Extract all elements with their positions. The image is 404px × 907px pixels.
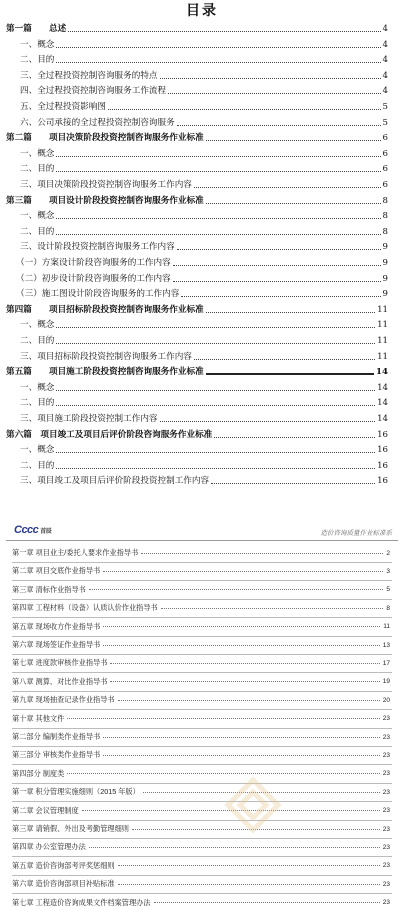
guide-entry-label: 第六章 造价咨询部项目补贴标准	[12, 879, 115, 889]
toc-title: 目录	[186, 3, 218, 19]
guide-entry[interactable]	[12, 691, 392, 710]
guide-entry[interactable]	[12, 894, 392, 907]
guide-entry-label: 第二章 项目交底作业指导书	[12, 566, 101, 576]
guide-entry-label: 第七章 工程造价咨询成果文件档案管理办法	[12, 897, 151, 907]
toc-entry-label: 一、概念	[20, 382, 55, 393]
guide-entry-label: 第二章 会议管理制度	[12, 805, 79, 815]
toc-entry-page: 9	[382, 289, 388, 300]
guide-entry-page: 23	[382, 843, 390, 851]
toc-section-entry[interactable]	[0, 176, 404, 190]
toc-section-entry[interactable]	[0, 472, 404, 486]
toc-entry-label: 第六篇 项目竣工及项目后评价阶段咨询服务作业标准	[6, 429, 213, 440]
leader-dots	[118, 884, 380, 885]
toc-chapter-entry[interactable]	[0, 426, 404, 440]
guide-entry-label: 第四章 工程材料（设备）认质认价作业指导书	[12, 603, 158, 613]
leader-dots	[160, 78, 381, 79]
leader-dots	[56, 62, 380, 63]
leader-dots	[56, 343, 375, 344]
toc-entry-page: 8	[382, 195, 388, 206]
toc-section-entry[interactable]	[0, 160, 404, 174]
guide-entry[interactable]	[12, 728, 392, 747]
toc-section-entry[interactable]	[0, 441, 404, 455]
guide-entry[interactable]	[12, 765, 392, 784]
toc-entry-label: 第一篇 总述	[6, 24, 67, 34]
leader-dots	[118, 700, 380, 701]
toc-entry-label: （二）初步设计阶段咨询服务的工作内容	[16, 273, 171, 284]
leader-dots	[56, 47, 380, 48]
leader-dots	[206, 312, 375, 313]
toc-entry-page: 16	[377, 476, 388, 487]
leader-dots	[56, 234, 380, 235]
leader-dots	[103, 626, 380, 627]
guide-entry-page: 20	[382, 696, 390, 704]
leader-dots	[118, 865, 380, 866]
guide-entry-page: 19	[382, 678, 390, 686]
guide-entry-page: 23	[382, 751, 390, 759]
guide-entry-label: 第九章 现场抽查记录作业指导书	[12, 695, 115, 705]
leader-dots	[194, 359, 375, 360]
toc-section-entry[interactable]	[0, 379, 404, 393]
guide-entry-page: 23	[382, 880, 390, 888]
toc-entry-label: 三、项目施工阶段投资控制工作内容	[20, 414, 158, 424]
toc-entry-label: 二、目的	[20, 398, 55, 409]
toc-section-entry[interactable]	[0, 114, 404, 128]
toc-section-entry[interactable]	[0, 254, 404, 268]
toc-entry-label: 一、概念	[20, 445, 55, 456]
leader-dots	[177, 125, 381, 126]
leader-dots	[141, 553, 383, 554]
toc-entry-page: 6	[382, 148, 388, 159]
guide-entry[interactable]	[12, 857, 392, 876]
toc-section-entry[interactable]	[0, 316, 404, 330]
leader-dots	[206, 140, 381, 141]
toc-entry-label: （三）施工图设计阶段咨询服务的工作内容	[16, 289, 180, 300]
guide-entry[interactable]	[12, 618, 392, 637]
toc-entry-page: 11	[377, 336, 388, 346]
guide-entry-label: 第五章 现场收方作业指导书	[12, 621, 101, 631]
leader-dots	[161, 608, 384, 609]
toc-entry-page: 11	[377, 351, 388, 362]
leader-dots	[194, 187, 381, 188]
leader-dots	[56, 468, 375, 469]
leader-dots	[89, 589, 384, 590]
guide-entry-label: 第四章 办公室管理办法	[12, 842, 86, 852]
toc-entry-label: 第三篇 项目设计阶段投资控制咨询服务作业标准	[6, 195, 204, 206]
toc-entry-page: 16	[377, 429, 388, 440]
guide-entry-page: 23	[382, 788, 390, 796]
leader-dots	[160, 421, 376, 422]
guide-entry-page: 3	[386, 567, 390, 575]
toc-entry-label: 四、全过程投资控制咨询服务工作流程	[20, 86, 167, 97]
toc-entry-label: 二、目的	[20, 55, 55, 66]
toc-entry-page: 16	[377, 460, 388, 471]
leader-dots	[168, 93, 380, 94]
leader-dots	[56, 218, 380, 219]
guide-entry[interactable]	[12, 654, 392, 673]
guide-entry[interactable]	[12, 562, 392, 581]
leader-dots	[56, 390, 375, 391]
toc-section-entry[interactable]	[0, 51, 404, 65]
leader-dots	[68, 31, 380, 32]
guide-entry[interactable]	[12, 599, 392, 618]
guide-entry-label: 第一章 项目业主/委托人要求作业指导书	[12, 548, 139, 557]
guide-entry-label: 第六章 现场签证作业指导书	[12, 640, 101, 649]
toc-section-entry[interactable]	[0, 207, 404, 221]
guide-entry-page: 23	[382, 899, 390, 907]
guide-entry-label: 第三部分 审核类作业指导书	[12, 750, 101, 760]
toc-entry-label: 一、概念	[20, 39, 55, 50]
leader-dots	[206, 203, 381, 204]
toc-entry-page: 6	[382, 164, 388, 175]
toc-entry-page: 16	[377, 445, 388, 456]
toc-section-entry[interactable]	[0, 270, 404, 284]
guide-entry-label: 第三章 清标作业指导书	[12, 584, 86, 594]
leader-dots	[173, 281, 381, 282]
toc-entry-page: 14	[377, 382, 388, 393]
guide-entry[interactable]	[12, 875, 392, 894]
toc-entry-page: 6	[382, 133, 388, 144]
guide-entry-page: 5	[386, 586, 390, 594]
leader-dots	[214, 437, 375, 438]
guide-entry-label: 第一章 积分管理实施细则（2015 年版）	[12, 787, 140, 797]
leader-dots	[177, 249, 381, 250]
guide-entry-page: 13	[382, 641, 390, 649]
guide-entry[interactable]	[12, 746, 392, 765]
leader-dots	[103, 571, 383, 572]
guide-entry-page: 23	[382, 825, 390, 833]
leader-dots	[103, 755, 380, 756]
guide-entry-label: 第四部分 制度类	[12, 768, 65, 778]
leader-dots	[89, 847, 380, 848]
toc-entry-label: 六、公司承接的全过程投资控制咨询服务	[20, 117, 175, 128]
guide-entry-page: 23	[382, 770, 390, 778]
guide-entry-page: 11	[383, 623, 390, 631]
leader-dots	[110, 663, 379, 664]
guide-entry[interactable]	[12, 710, 392, 729]
guide-entry-page: 23	[382, 862, 390, 870]
toc-section-entry[interactable]	[0, 348, 404, 362]
toc-chapter-entry[interactable]	[0, 363, 404, 377]
toc-entry-page: 6	[382, 180, 388, 190]
toc-entry-label: 第五篇 项目施工阶段投资控制咨询服务作业标准	[6, 367, 204, 378]
toc-entry-label: 三、全过程投资控制咨询服务的特点	[20, 70, 158, 81]
toc-entry-page: 4	[382, 86, 388, 97]
leader-dots	[211, 483, 375, 484]
toc-chapter-entry[interactable]	[0, 129, 404, 143]
toc-entry-label: 五、全过程投资影响图	[20, 102, 106, 112]
toc-entry-label: 第二篇 项目决策阶段投资控制咨询服务作业标准	[6, 133, 204, 144]
leader-dots	[56, 327, 375, 328]
toc-chapter-entry[interactable]	[0, 20, 404, 34]
guide-entry-page: 23	[382, 733, 390, 741]
leader-dots	[110, 681, 379, 682]
toc-entry-label: 二、目的	[20, 226, 55, 237]
guide-entry-page: 23	[382, 715, 390, 723]
guide-entry-page: 17	[382, 659, 390, 667]
toc-entry-label: 二、目的	[20, 336, 55, 346]
toc-section-entry[interactable]	[0, 332, 404, 346]
leader-dots	[181, 296, 380, 297]
guide-entry-label: 第三章 请销假、外出及考勤管理细则	[12, 824, 129, 833]
toc-entry-label: 一、概念	[20, 211, 55, 222]
watermark-logo	[218, 770, 288, 840]
guide-entry-label: 第二部分 编制类作业指导书	[12, 732, 101, 741]
toc-section-entry[interactable]	[0, 82, 404, 96]
toc-section-entry[interactable]	[0, 36, 404, 50]
toc-entry-page: 4	[382, 55, 388, 66]
leader-dots	[108, 109, 381, 110]
toc-entry-page: 14	[377, 414, 388, 424]
toc-entry-page: 8	[382, 211, 388, 222]
guide-entry[interactable]	[12, 636, 392, 655]
toc-entry-page: 11	[377, 304, 388, 315]
toc-entry-label: 三、设计阶段投资控制咨询服务工作内容	[20, 242, 175, 253]
toc-entry-label: 三、项目招标阶段投资控制咨询服务工作内容	[20, 351, 192, 362]
company-logo: Cccc 首辰	[14, 524, 52, 536]
toc-entry-label: 一、概念	[20, 320, 55, 331]
toc-entry-page: 4	[382, 24, 388, 34]
leader-dots	[206, 373, 374, 375]
toc-entry-page: 14	[377, 398, 388, 409]
toc-section-entry[interactable]	[0, 67, 404, 81]
toc-section-entry[interactable]	[0, 223, 404, 237]
toc-entry-label: 三、项目决策阶段投资控制咨询服务工作内容	[20, 180, 192, 190]
toc-entry-label: 第四篇 项目招标阶段投资控制咨询服务作业标准	[6, 304, 204, 315]
toc-entry-page: 4	[382, 39, 388, 50]
guide-header	[6, 518, 398, 541]
leader-dots	[56, 405, 375, 406]
toc-section-entry[interactable]	[0, 394, 404, 408]
leader-dots	[67, 718, 379, 719]
leader-dots	[173, 265, 381, 266]
toc-chapter-entry[interactable]	[0, 301, 404, 315]
guide-entry[interactable]	[12, 783, 392, 802]
guide-entry-label: 第五章 造价咨询部考评奖惩细则	[12, 860, 115, 870]
leader-dots	[103, 737, 380, 738]
toc-entry-label: （一）方案设计阶段咨询服务的工作内容	[16, 258, 171, 268]
toc-entry-label: 三、项目竣工及项目后评价阶段投资控制工作内容	[20, 476, 210, 487]
toc-entry-page: 8	[382, 226, 388, 237]
series-title: 造价咨询质量作业标准系	[320, 530, 392, 537]
page-divider	[0, 500, 404, 514]
toc-entry-page: 14	[376, 367, 388, 378]
toc-section-entry[interactable]	[0, 98, 404, 112]
guide-entry-label: 第七章 进度款审核作业指导书	[12, 658, 108, 668]
guide-entry[interactable]	[12, 820, 392, 839]
leader-dots	[56, 156, 380, 157]
guide-page	[0, 514, 404, 907]
leader-dots	[154, 902, 380, 903]
toc-entry-page: 5	[382, 102, 388, 112]
toc-section-entry[interactable]	[0, 285, 404, 299]
toc-chapter-entry[interactable]	[0, 192, 404, 206]
toc-section-entry[interactable]	[0, 410, 404, 424]
toc-entry-label: 二、目的	[20, 164, 55, 175]
toc-section-entry[interactable]	[0, 238, 404, 252]
toc-entry-label: 一、概念	[20, 148, 55, 159]
toc-entry-page: 4	[382, 70, 388, 81]
toc-entry-page: 5	[382, 117, 388, 128]
guide-entry[interactable]	[12, 838, 392, 857]
guide-entry[interactable]	[12, 581, 392, 600]
guide-entry[interactable]	[12, 802, 392, 821]
toc-entry-page: 11	[377, 320, 388, 331]
guide-entry-page: 8	[386, 604, 390, 612]
toc-section-entry[interactable]	[0, 145, 404, 159]
guide-entry-label: 第八章 测算、对比作业指导书	[12, 676, 108, 686]
leader-dots	[103, 645, 380, 646]
guide-entry-page: 2	[386, 549, 390, 557]
guide-entry[interactable]	[12, 673, 392, 692]
toc-entry-page: 9	[382, 242, 388, 253]
guide-entry-label: 第十章 其他文件	[12, 713, 65, 723]
leader-dots	[56, 452, 375, 453]
guide-entry[interactable]	[12, 544, 392, 563]
toc-entry-page: 9	[382, 273, 388, 284]
toc-section-entry[interactable]	[0, 457, 404, 471]
leader-dots	[56, 171, 380, 172]
toc-entry-label: 二、目的	[20, 460, 55, 471]
guide-entry-page: 23	[382, 807, 390, 815]
toc-entry-page: 9	[382, 258, 388, 268]
